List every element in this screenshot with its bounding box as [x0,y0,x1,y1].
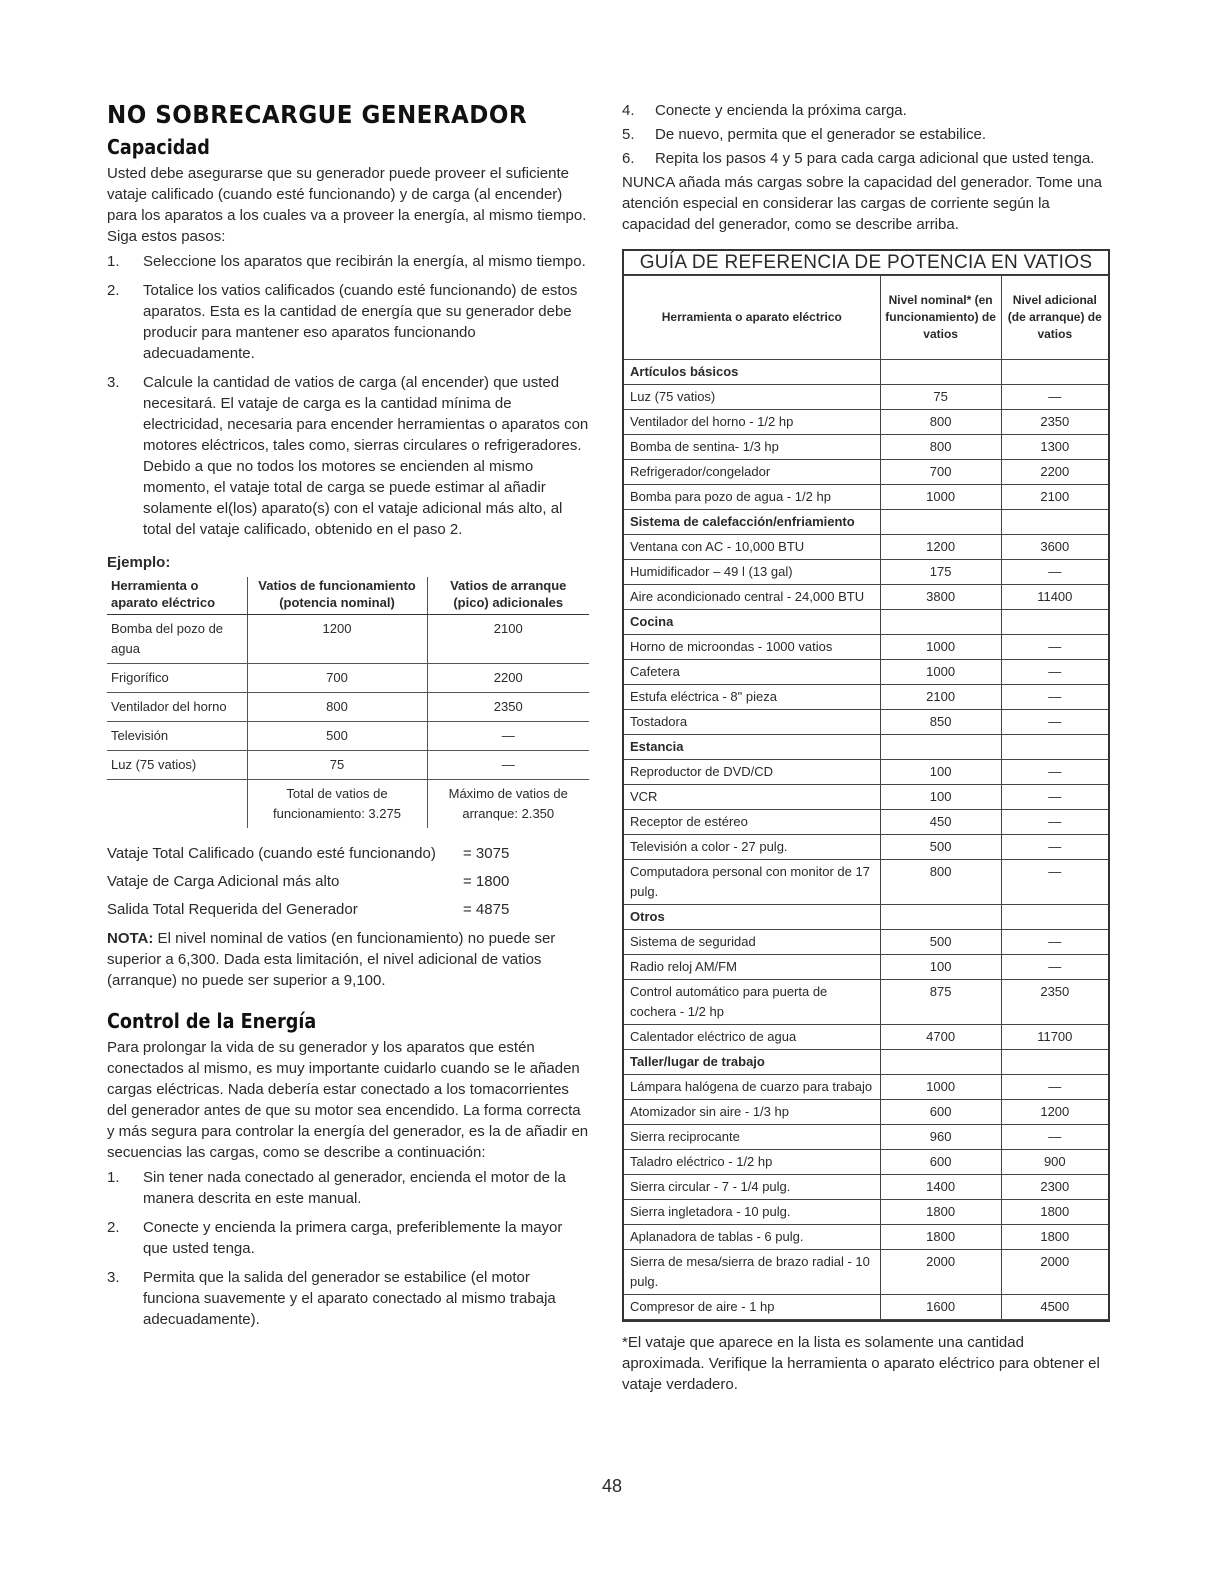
calc-row: Salida Total Requerida del Generador = 4875 [107,901,510,918]
table-row [624,485,1108,510]
control-section [107,1009,589,1330]
running-watts: 4700 [880,1025,1001,1050]
table-header: Nivel adicional (de arranque) de vatios [1001,276,1108,360]
appliance-name: Control automático para puerta de cochera - 1/2 hp [624,980,880,1025]
starting-watts: — [1001,685,1108,710]
table-row [624,635,1108,660]
table-row [624,1075,1108,1100]
table-row [624,1225,1108,1250]
table-row [624,860,1108,905]
table-header: Nivel nominal* (en funcionamiento) de vatios [880,276,1001,360]
running-watts: 1600 [880,1295,1001,1320]
table-row: Televisión 500 — [107,722,589,751]
table-row [624,810,1108,835]
table-row [624,685,1108,710]
table-header: Herramienta o aparato eléctrico [624,276,880,360]
starting-watts: — [1001,660,1108,685]
running-watts: 1200 [880,535,1001,560]
appliance-name: Sistema de seguridad [624,930,880,955]
appliance-name: Tostadora [624,710,880,735]
step-item: 5. De nuevo, permita que el generador se estabilice. [622,126,987,143]
starting-watts: — [1001,810,1108,835]
control-steps [107,1167,589,1330]
table-row [624,710,1108,735]
category-row [624,1050,1108,1075]
example-table [107,577,589,828]
appliance-name: Sierra de mesa/sierra de brazo radial - 10 pulg. [624,1250,880,1295]
running-watts: 3800 [880,585,1001,610]
step-item: 1. Seleccione los aparatos que recibirán la energía, al mismo tiempo. [107,253,586,270]
example-title: Ejemplo: [107,554,171,571]
running-watts: 1400 [880,1175,1001,1200]
table-row [624,435,1108,460]
appliance-name: Computadora personal con monitor de 17 pulg. [624,860,880,905]
running-watts: 700 [880,460,1001,485]
table-row: Frigorífico 700 2200 [107,664,589,693]
running-watts: 100 [880,955,1001,980]
table-header: Herramienta o aparato eléctrico [107,577,247,615]
appliance-name: Reproductor de DVD/CD [624,760,880,785]
running-watts: 500 [880,930,1001,955]
note: NOTA: El nivel nominal de vatios (en funcionamiento) no puede ser superior a 6,300. Dada esta limitación, el nivel adicional de vatios (arranque) no puede ser superior a 9,100. [107,930,556,989]
table-row [624,1125,1108,1150]
reference-table [624,275,1108,1320]
table-row [624,460,1108,485]
starting-watts: 1300 [1001,435,1108,460]
running-watts: 875 [880,980,1001,1025]
appliance-name: Luz (75 vatios) [624,385,880,410]
running-watts: 850 [880,710,1001,735]
running-watts: 800 [880,410,1001,435]
running-watts: 1000 [880,660,1001,685]
table-row: Bomba del pozo de agua 1200 2100 [107,615,589,664]
appliance-name: Receptor de estéreo [624,810,880,835]
category-row [624,510,1108,535]
running-watts: 2100 [880,685,1001,710]
starting-watts: — [1001,930,1108,955]
right-column [622,100,1110,1399]
running-watts: 960 [880,1125,1001,1150]
starting-watts: 2000 [1001,1250,1108,1295]
running-watts: 1000 [880,635,1001,660]
category-row [624,360,1108,385]
running-watts: 500 [880,835,1001,860]
category-label: Cocina [624,610,880,635]
calculation [107,840,589,924]
max-start: Máximo de vatios de arranque: 2.350 [427,780,589,829]
control-intro: Para prolongar la vida de su generador y los aparatos que estén conectados al mismo, es muy importante cuidarlo cuando se le añaden cargas eléctricas. Nada debería estar conectado a los tomacorrientes del generador antes de que su motor sea encendido. La forma correcta y más segura para controlar la energía del generador, es la de añadir en secuencias las cargas, como se describe a continuación: [107,1039,589,1161]
appliance-name: Bomba de sentina- 1/3 hp [624,435,880,460]
starting-watts: 1200 [1001,1100,1108,1125]
starting-watts: — [1001,710,1108,735]
appliance-name: Bomba para pozo de agua - 1/2 hp [624,485,880,510]
reference-guide [622,249,1110,1322]
running-watts: 75 [880,385,1001,410]
starting-watts: — [1001,860,1108,905]
running-watts: 1000 [880,1075,1001,1100]
starting-watts: 3600 [1001,535,1108,560]
calc-row: Vataje de Carga Adicional más alto = 1800 [107,873,510,890]
table-row [624,955,1108,980]
appliance-name: Refrigerador/congelador [624,460,880,485]
running-watts: 600 [880,1150,1001,1175]
table-row [624,660,1108,685]
step-item: 2. Conecte y encienda la primera carga, preferiblemente la mayor que usted tenga. [107,1219,563,1257]
running-watts: 450 [880,810,1001,835]
control-heading: Control de la Energía [107,1009,317,1033]
footnote: *El vataje que aparece en la lista es solamente una cantidad aproximada. Verifique la herramienta o aparato eléctrico para obtener el vataje verdadero. [622,1334,1100,1393]
appliance-name: Aire acondicionado central - 24,000 BTU [624,585,880,610]
table-row [624,1295,1108,1320]
step-item: 3. Calcule la cantidad de vatios de carga (al encender) que usted necesitará. El vataje de carga es la cantidad mínima de electricidad, necesaria para encender herramientas o aparatos con motores eléctricos, tales como, sierras circulares o refrigeradores. Debido a que no todos los motores se encienden al mismo momento, el vataje total de carga se puede estimar al añadir solamente el(los) aparato(s) con el vataje adicional más alto, al total del vataje calificado, obtenido en el paso 2. [107,374,589,538]
table-row [624,785,1108,810]
starting-watts: 1800 [1001,1200,1108,1225]
appliance-name: Radio reloj AM/FM [624,955,880,980]
table-row [624,760,1108,785]
appliance-name: Ventana con AC - 10,000 BTU [624,535,880,560]
total-running: Total de vatios de funcionamiento: 3.275 [247,780,427,829]
category-label: Otros [624,905,880,930]
starting-watts: — [1001,835,1108,860]
table-row [624,1175,1108,1200]
appliance-name: Sierra ingletadora - 10 pulg. [624,1200,880,1225]
running-watts: 1000 [880,485,1001,510]
table-row: Luz (75 vatios) 75 — [107,751,589,780]
calc-row: Vataje Total Calificado (cuando esté funcionando) = 3075 [107,845,510,862]
table-row [624,535,1108,560]
table-header: Vatios de funcionamiento (potencia nominal) [247,577,427,615]
table-row [624,835,1108,860]
table-row [624,1200,1108,1225]
running-watts: 1800 [880,1225,1001,1250]
starting-watts: 11700 [1001,1025,1108,1050]
step-item: 3. Permita que la salida del generador se estabilice (el motor funciona suavemente y el aparato conectado al mismo trabaja adecuadamente). [107,1269,556,1328]
starting-watts: — [1001,785,1108,810]
running-watts: 100 [880,760,1001,785]
capacidad-steps [107,251,589,540]
starting-watts: 2350 [1001,410,1108,435]
table-row [624,385,1108,410]
table-row [624,980,1108,1025]
starting-watts: — [1001,1075,1108,1100]
starting-watts: — [1001,560,1108,585]
starting-watts: 2300 [1001,1175,1108,1200]
appliance-name: Aplanadora de tablas - 6 pulg. [624,1225,880,1250]
starting-watts: — [1001,1125,1108,1150]
appliance-name: Sierra circular - 7 - 1/4 pulg. [624,1175,880,1200]
starting-watts: — [1001,385,1108,410]
continued-steps [622,100,1110,169]
starting-watts: 11400 [1001,585,1108,610]
appliance-name: Calentador eléctrico de agua [624,1025,880,1050]
table-row: Ventilador del horno 800 2350 [107,693,589,722]
starting-watts: 2100 [1001,485,1108,510]
appliance-name: Ventilador del horno - 1/2 hp [624,410,880,435]
starting-watts: 2200 [1001,460,1108,485]
running-watts: 100 [880,785,1001,810]
nunca-warning: NUNCA añada más cargas sobre la capacidad del generador. Tome una atención especial en considerar las cargas de corriente según la capacidad del generador, como se describe arriba. [622,174,1103,233]
appliance-name: Humidificador – 49 l (13 gal) [624,560,880,585]
page-title: NO SOBRECARGUE GENERADOR [107,100,528,129]
running-watts: 800 [880,435,1001,460]
category-label: Estancia [624,735,880,760]
step-item: 1. Sin tener nada conectado al generador, encienda el motor de la manera descrita en este manual. [107,1169,566,1207]
appliance-name: Taladro eléctrico - 1/2 hp [624,1150,880,1175]
table-row [624,410,1108,435]
appliance-name: Sierra reciprocante [624,1125,880,1150]
table-row [624,560,1108,585]
appliance-name: Televisión a color - 27 pulg. [624,835,880,860]
totals-row [107,780,589,829]
page-number: 48 [601,1476,623,1496]
starting-watts: — [1001,635,1108,660]
running-watts: 1800 [880,1200,1001,1225]
starting-watts: — [1001,955,1108,980]
appliance-name: Horno de microondas - 1000 vatios [624,635,880,660]
table-row [624,585,1108,610]
category-row [624,735,1108,760]
table-row [624,1100,1108,1125]
step-item: 2. Totalice los vatios calificados (cuando esté funcionando) de estos aparatos. Esta es la cantidad de energía que su generador debe producir para mantener eso aparatos funcionando adecuadamente. [107,282,578,362]
table-header: Vatios de arranque (pico) adicionales [427,577,589,615]
category-row [624,905,1108,930]
starting-watts: 4500 [1001,1295,1108,1320]
running-watts: 175 [880,560,1001,585]
table-row [624,1025,1108,1050]
appliance-name: Lámpara halógena de cuarzo para trabajo [624,1075,880,1100]
category-label: Sistema de calefacción/enfriamiento [624,510,880,535]
table-row [624,1250,1108,1295]
appliance-name: Estufa eléctrica - 8" pieza [624,685,880,710]
category-label: Taller/lugar de trabajo [624,1050,880,1075]
left-column [107,100,589,1338]
starting-watts: 2350 [1001,980,1108,1025]
table-row [624,1150,1108,1175]
appliance-name: Cafetera [624,660,880,685]
running-watts: 800 [880,860,1001,905]
step-item: 6. Repita los pasos 4 y 5 para cada carga adicional que usted tenga. [622,150,1095,167]
appliance-name: Compresor de aire - 1 hp [624,1295,880,1320]
running-watts: 2000 [880,1250,1001,1295]
appliance-name: VCR [624,785,880,810]
starting-watts: — [1001,760,1108,785]
running-watts: 600 [880,1100,1001,1125]
appliance-name: Atomizador sin aire - 1/3 hp [624,1100,880,1125]
category-row [624,610,1108,635]
category-label: Artículos básicos [624,360,880,385]
starting-watts: 1800 [1001,1225,1108,1250]
reference-title: GUÍA DE REFERENCIA DE POTENCIA EN VATIOS [624,251,1108,275]
table-row [624,930,1108,955]
capacidad-intro: Usted debe asegurarse que su generador puede proveer el suficiente vataje calificado (cuando esté funcionando) y de carga (al encender) para los aparatos a los cuales va a proveer la energía, al mismo tiempo. Siga estos pasos: [107,165,587,245]
starting-watts: 900 [1001,1150,1108,1175]
capacidad-heading: Capacidad [107,135,210,159]
step-item: 4. Conecte y encienda la próxima carga. [622,102,907,119]
